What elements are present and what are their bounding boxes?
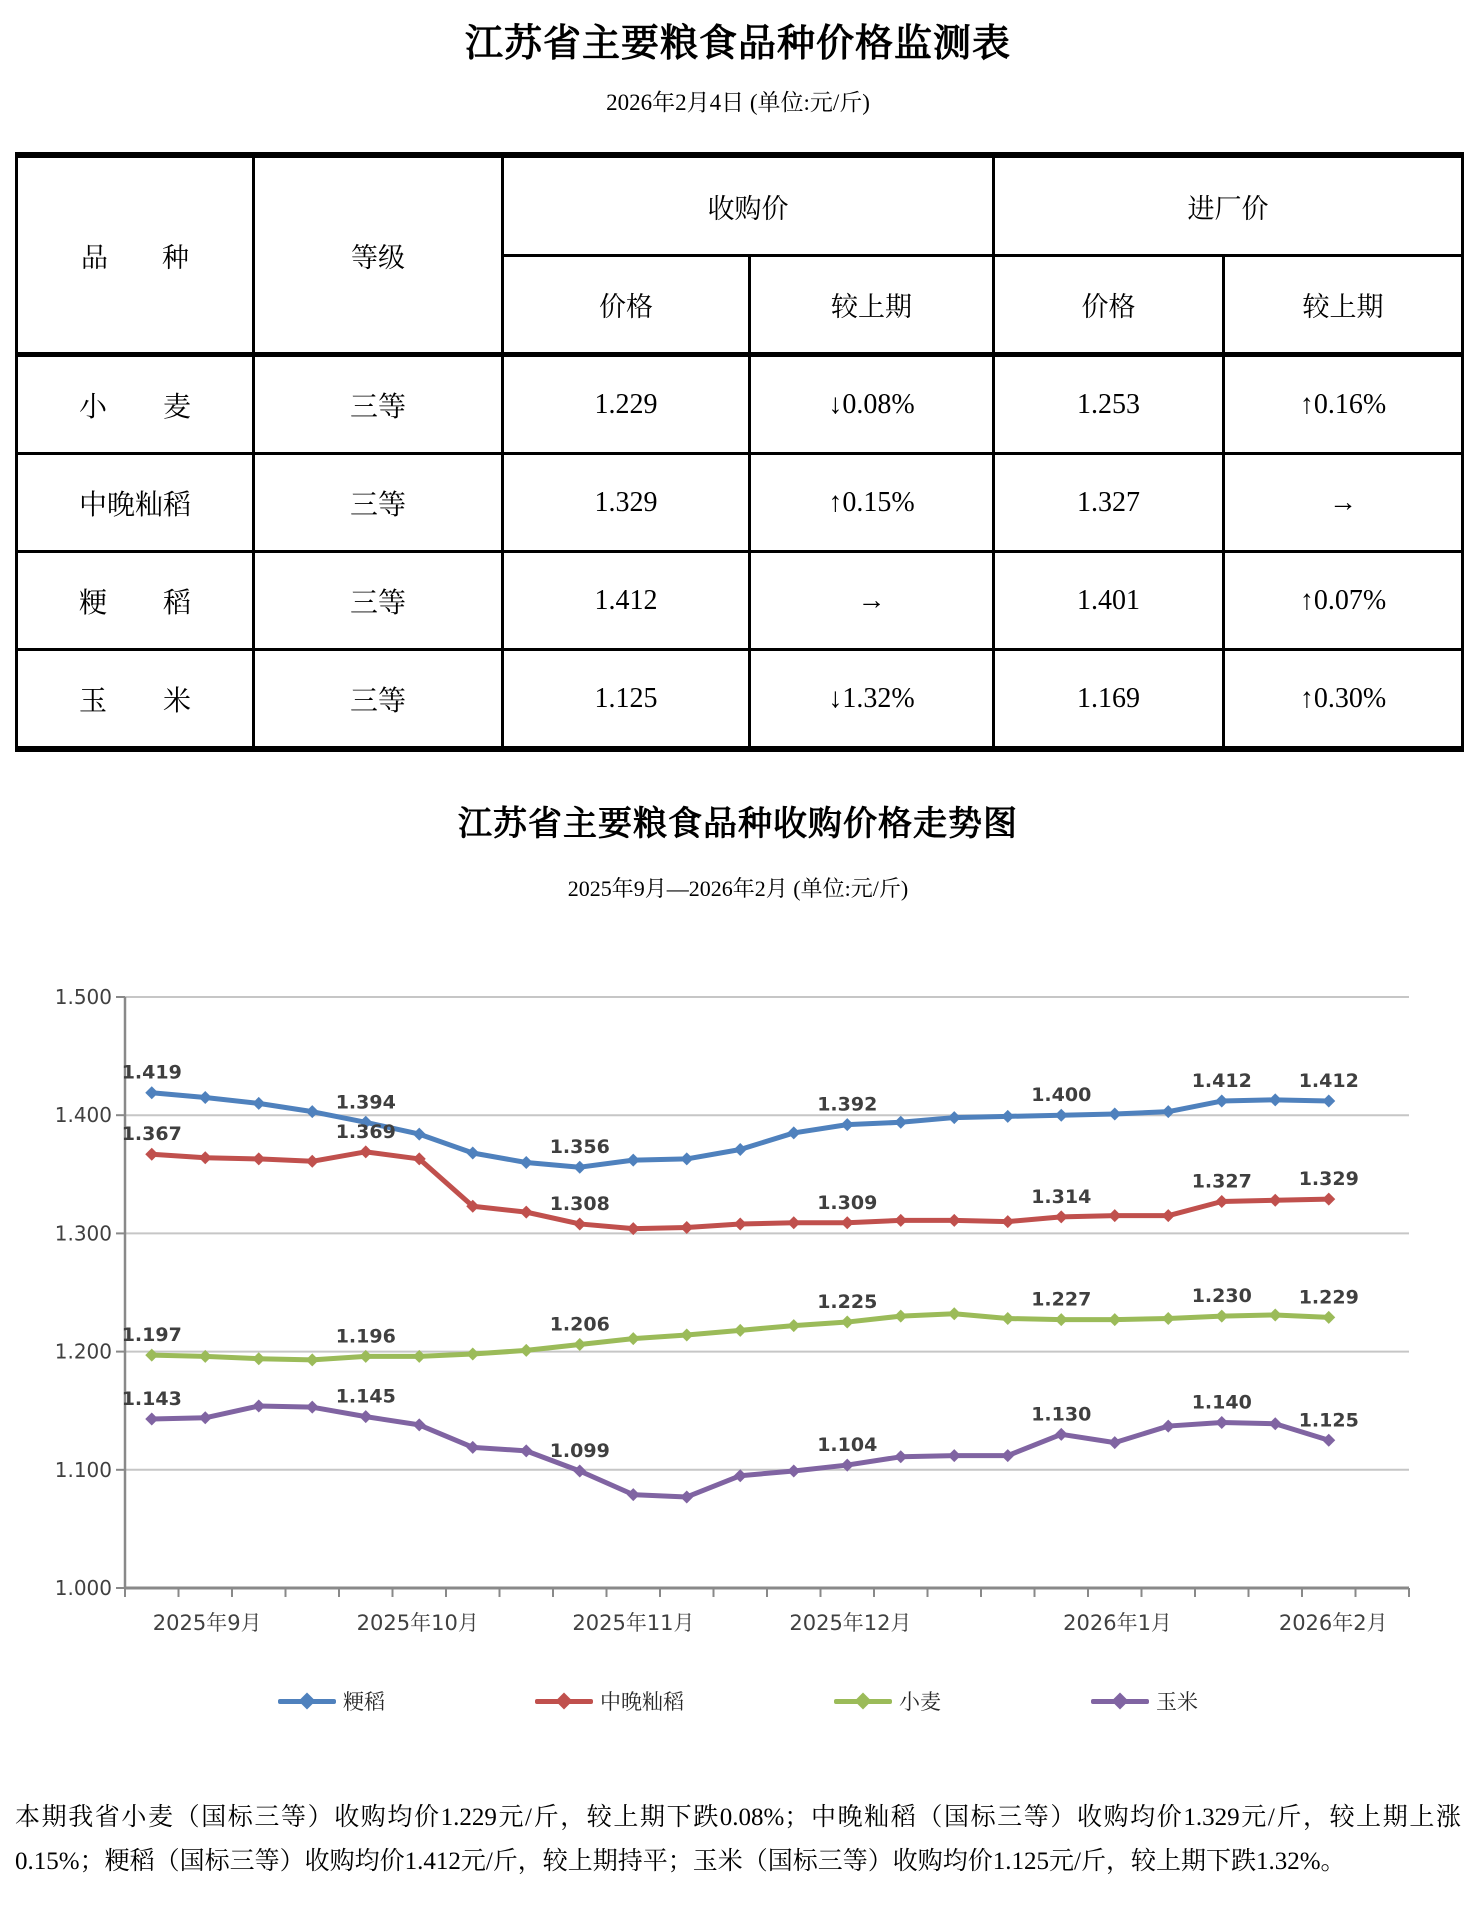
header-purchase-price: 价格 xyxy=(503,256,750,355)
header-factory-price: 价格 xyxy=(994,256,1224,355)
legend-item-玉米 xyxy=(1091,1686,1198,1716)
header-purchase-change: 较上期 xyxy=(750,256,994,355)
legend-marker-icon xyxy=(834,1699,892,1704)
cell-factory-price: 1.401 xyxy=(994,552,1224,650)
cell-purchase-change: → xyxy=(750,552,994,650)
legend-label: 中晚籼稻 xyxy=(600,1690,684,1714)
cell-purchase-price: 1.229 xyxy=(503,355,750,454)
data-label: 1.329 xyxy=(1298,1168,1359,1191)
header-grade: 等级 xyxy=(254,155,503,355)
data-label: 1.227 xyxy=(1031,1288,1092,1311)
data-label: 1.197 xyxy=(121,1324,182,1347)
month-label: 2026年1月 xyxy=(1063,1611,1172,1635)
legend-diamond-icon xyxy=(855,1693,872,1710)
cell-grade: 三等 xyxy=(254,454,503,552)
cell-purchase-price: 1.329 xyxy=(503,454,750,552)
data-label: 1.308 xyxy=(549,1192,610,1215)
y-tick-label: 1.200 xyxy=(54,1339,112,1364)
legend-marker-icon xyxy=(1091,1699,1149,1704)
cell-grade: 三等 xyxy=(254,355,503,454)
legend-label: 玉米 xyxy=(1156,1690,1198,1714)
header-factory-group: 进厂价 xyxy=(994,155,1463,256)
legend-item-小麦 xyxy=(834,1686,941,1716)
data-label: 1.400 xyxy=(1031,1084,1092,1107)
cell-factory-price: 1.169 xyxy=(994,650,1224,750)
cell-variety: 中晚籼稻 xyxy=(17,454,254,552)
data-label: 1.356 xyxy=(549,1136,610,1159)
legend-label: 粳稻 xyxy=(343,1690,385,1714)
cell-grade: 三等 xyxy=(254,552,503,650)
data-label: 1.099 xyxy=(549,1439,610,1462)
document-subtitle: 2026年2月4日 (单位:元/斤) xyxy=(606,90,870,115)
chart-title: 江苏省主要粮食品种收购价格走势图 xyxy=(458,806,1018,843)
chart-legend xyxy=(0,1686,1476,1716)
legend-marker-icon xyxy=(535,1699,593,1704)
cell-factory-price: 1.327 xyxy=(994,454,1224,552)
cell-factory-change: ↑0.30% xyxy=(1224,650,1463,750)
month-label: 2025年10月 xyxy=(356,1611,479,1635)
legend-diamond-icon xyxy=(1112,1693,1129,1710)
month-label: 2025年9月 xyxy=(152,1611,262,1635)
data-label: 1.225 xyxy=(817,1291,878,1314)
data-label: 1.140 xyxy=(1191,1391,1252,1414)
y-tick-label: 1.100 xyxy=(54,1457,112,1482)
table-row-japonica-rice xyxy=(17,552,1463,650)
cell-factory-change: ↑0.07% xyxy=(1224,552,1463,650)
cell-variety: 玉 米 xyxy=(17,650,254,750)
data-label: 1.125 xyxy=(1298,1409,1359,1432)
data-label: 1.412 xyxy=(1191,1070,1252,1093)
legend-label: 小麦 xyxy=(899,1690,941,1714)
series-markers-玉米 xyxy=(145,1399,1335,1503)
price-trend-line-chart xyxy=(0,935,1476,1680)
cell-factory-change: → xyxy=(1224,454,1463,552)
summary-paragraph: 本期我省小麦（国标三等）收购均价1.229元/斤，较上期下跌0.08%；中晚籼稻（国标三等）收购均价1.329元/斤，较上期上涨0.15%；粳稻（国标三等）收购均价1.412元/斤，较上期持平；玉米（国标三等）收购均价1.125元/斤，较上期下跌1.32%。 xyxy=(15,1804,1461,1875)
month-label: 2025年11月 xyxy=(572,1611,695,1635)
x-axis-month-labels xyxy=(153,1611,1388,1635)
header-purchase-group: 收购价 xyxy=(503,155,994,256)
data-label: 1.412 xyxy=(1298,1070,1359,1093)
cell-purchase-price: 1.125 xyxy=(503,650,750,750)
legend-marker-icon xyxy=(278,1699,336,1704)
data-label: 1.130 xyxy=(1031,1403,1092,1426)
table-row-indica-rice xyxy=(17,454,1463,552)
legend-item-中晚籼稻 xyxy=(535,1686,684,1716)
series-data-labels-中晚籼稻 xyxy=(122,1121,1359,1215)
data-label: 1.314 xyxy=(1031,1185,1092,1208)
data-label: 1.145 xyxy=(335,1385,396,1408)
price-table xyxy=(15,152,1464,752)
cell-factory-price: 1.253 xyxy=(994,355,1224,454)
cell-variety: 粳 稻 xyxy=(17,552,254,650)
y-axis-tick-labels xyxy=(55,985,112,1600)
cell-grade: 三等 xyxy=(254,650,503,750)
y-tick-label: 1.000 xyxy=(54,1576,112,1600)
series-line-玉米 xyxy=(152,1406,1329,1497)
document-title: 江苏省主要粮食品种价格监测表 xyxy=(464,23,1011,65)
data-label: 1.230 xyxy=(1191,1285,1252,1308)
y-tick-label: 1.300 xyxy=(54,1221,112,1246)
data-label: 1.143 xyxy=(121,1387,182,1410)
table-row-wheat xyxy=(17,355,1463,454)
month-label: 2026年2月 xyxy=(1278,1611,1388,1635)
cell-purchase-change: ↓1.32% xyxy=(750,650,994,750)
y-tick-label: 1.500 xyxy=(54,985,112,1009)
y-tick-label: 1.400 xyxy=(54,1103,112,1128)
legend-diamond-icon xyxy=(299,1693,316,1710)
cell-purchase-change: ↓0.08% xyxy=(750,355,994,454)
header-factory-change: 较上期 xyxy=(1224,256,1463,355)
data-label: 1.206 xyxy=(549,1313,610,1336)
data-label: 1.229 xyxy=(1298,1286,1359,1309)
cell-factory-change: ↑0.16% xyxy=(1224,355,1463,454)
month-label: 2025年12月 xyxy=(789,1611,912,1635)
data-label: 1.394 xyxy=(335,1091,396,1114)
series-line-小麦 xyxy=(152,1314,1329,1360)
header-variety: 品 种 xyxy=(17,155,254,355)
data-label: 1.392 xyxy=(817,1093,878,1116)
data-label: 1.419 xyxy=(121,1061,182,1084)
chart-subtitle: 2025年9月—2026年2月 (单位:元/斤) xyxy=(567,876,909,901)
cell-purchase-change: ↑0.15% xyxy=(750,454,994,552)
data-label: 1.309 xyxy=(817,1191,878,1214)
series-line-中晚籼稻 xyxy=(152,1152,1329,1229)
data-label: 1.327 xyxy=(1191,1170,1252,1193)
legend-item-粳稻 xyxy=(278,1686,385,1716)
cell-purchase-price: 1.412 xyxy=(503,552,750,650)
table-row-corn xyxy=(17,650,1463,750)
data-label: 1.367 xyxy=(121,1123,182,1146)
legend-diamond-icon xyxy=(556,1693,573,1710)
data-label: 1.104 xyxy=(817,1434,878,1457)
data-label: 1.196 xyxy=(335,1325,396,1348)
data-label: 1.369 xyxy=(335,1120,396,1143)
cell-variety: 小 麦 xyxy=(17,355,254,454)
